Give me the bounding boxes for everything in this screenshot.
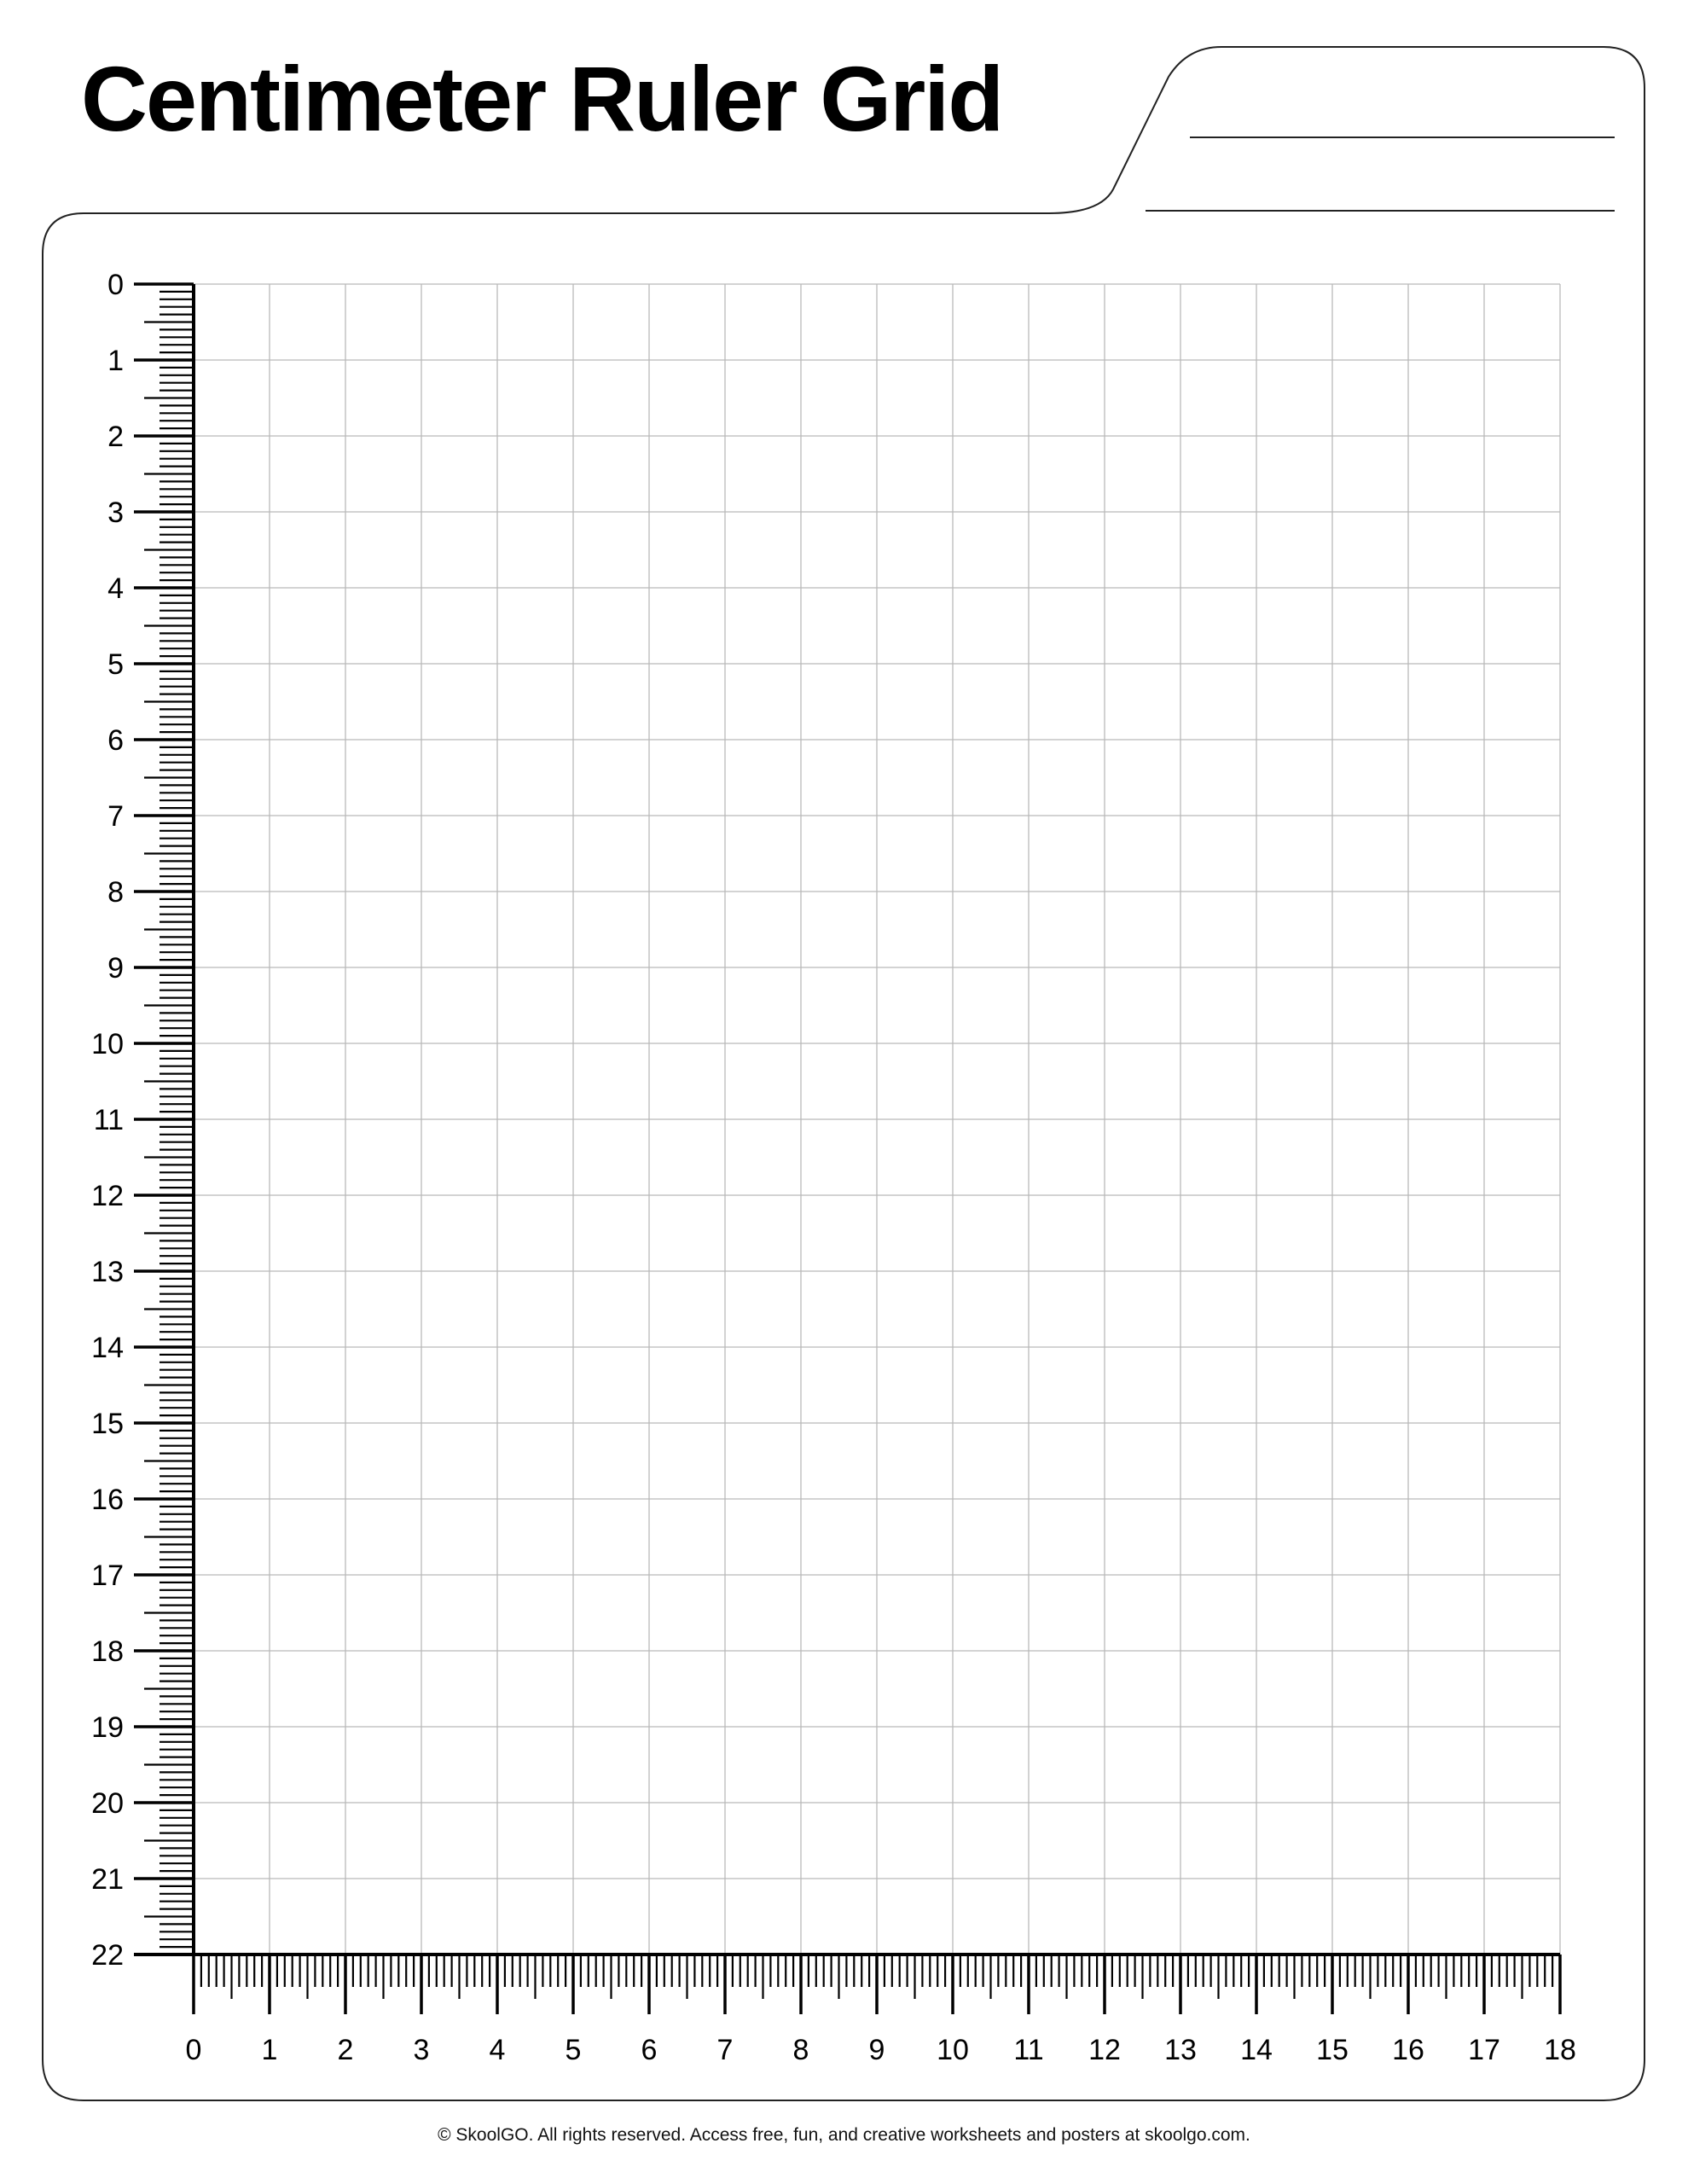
vertical-ruler-label: 3: [107, 497, 124, 529]
horizontal-ruler-label: 5: [565, 2034, 582, 2066]
vertical-ruler-label: 17: [91, 1560, 124, 1592]
vertical-ruler-label: 9: [107, 952, 124, 985]
vertical-ruler-label: 6: [107, 724, 124, 757]
vertical-ruler-label: 14: [91, 1332, 124, 1364]
horizontal-ruler-label: 16: [1392, 2034, 1424, 2066]
horizontal-ruler-label: 17: [1468, 2034, 1500, 2066]
horizontal-ruler-label: 2: [337, 2034, 354, 2066]
date-line[interactable]: [1146, 210, 1615, 212]
vertical-ruler-label: 21: [91, 1863, 124, 1896]
vertical-ruler-label: 0: [107, 269, 124, 301]
horizontal-ruler-label: 4: [489, 2034, 506, 2066]
horizontal-ruler-label: 1: [261, 2034, 278, 2066]
horizontal-ruler-label: 11: [1013, 2034, 1044, 2066]
horizontal-ruler-label: 3: [413, 2034, 430, 2066]
vertical-ruler-label: 4: [107, 572, 124, 605]
name-line[interactable]: [1190, 136, 1615, 138]
copyright-footer: © SkoolGO. All rights reserved. Access free, fun, and creative worksheets and posters at skoolgo.com.: [438, 2125, 1250, 2145]
vertical-ruler-label: 2: [107, 421, 124, 453]
grid-lines: [194, 284, 1560, 1955]
vertical-ruler-label: 18: [91, 1635, 124, 1668]
horizontal-ruler-label: 0: [185, 2034, 202, 2066]
vertical-ruler: [91, 269, 194, 1972]
vertical-ruler-label: 20: [91, 1787, 124, 1820]
horizontal-ruler-label: 7: [716, 2034, 734, 2066]
horizontal-ruler-label: 13: [1164, 2034, 1197, 2066]
page-title: Centimeter Ruler Grid: [81, 47, 1003, 150]
vertical-ruler-label: 8: [107, 876, 124, 909]
horizontal-ruler-label: 8: [792, 2034, 809, 2066]
vertical-ruler-label: 7: [107, 800, 124, 833]
vertical-ruler-label: 19: [91, 1711, 124, 1744]
vertical-ruler-label: 11: [93, 1104, 124, 1136]
vertical-ruler-label: 5: [107, 648, 124, 681]
vertical-ruler-label: 12: [91, 1180, 124, 1212]
vertical-ruler-label: 16: [91, 1484, 124, 1516]
vertical-ruler-label: 13: [91, 1256, 124, 1288]
horizontal-ruler-label: 9: [868, 2034, 885, 2066]
horizontal-ruler: [134, 1955, 1576, 2066]
horizontal-ruler-label: 15: [1316, 2034, 1349, 2066]
vertical-ruler-label: 15: [91, 1408, 124, 1440]
horizontal-ruler-label: 12: [1088, 2034, 1121, 2066]
folder-outline: [43, 47, 1644, 2100]
vertical-ruler-label: 10: [91, 1028, 124, 1060]
vertical-ruler-label: 22: [91, 1939, 124, 1972]
horizontal-ruler-label: 18: [1544, 2034, 1576, 2066]
horizontal-ruler-label: 10: [937, 2034, 969, 2066]
vertical-ruler-label: 1: [107, 345, 124, 377]
horizontal-ruler-label: 14: [1240, 2034, 1273, 2066]
horizontal-ruler-label: 6: [641, 2034, 658, 2066]
